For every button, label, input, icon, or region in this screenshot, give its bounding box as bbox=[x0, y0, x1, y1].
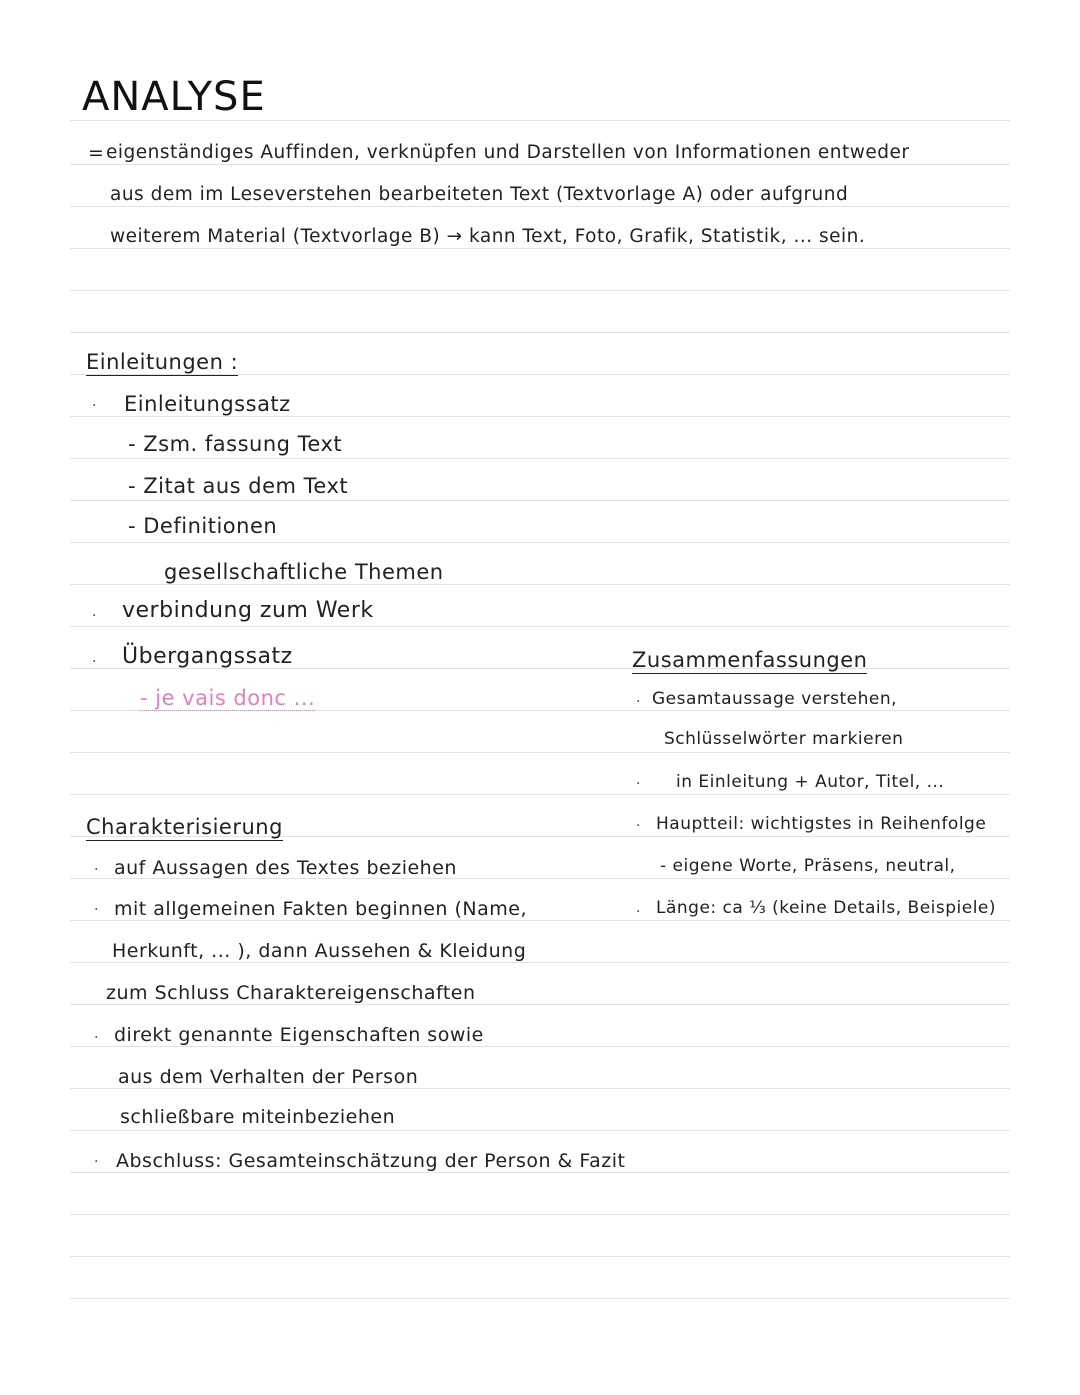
charakterisierung-line-7: schließbare miteinbeziehen bbox=[120, 1106, 396, 1128]
bullet-dot: · bbox=[92, 398, 97, 414]
einleitungen-heading-text: Einleitungen : bbox=[86, 350, 239, 374]
intro-line-2: aus dem im Leseverstehen bearbeiteten Text (Textvorlage A) oder aufgrund bbox=[110, 184, 849, 205]
charakterisierung-heading-text: Charakterisierung bbox=[86, 815, 283, 839]
ruled-line bbox=[70, 332, 1010, 333]
charakterisierung-line-8: Abschluss: Gesamteinschätzung der Person & Fazit bbox=[116, 1150, 626, 1172]
ruled-line bbox=[70, 458, 1010, 459]
ruled-line bbox=[70, 920, 1010, 921]
bullet-dot: · bbox=[94, 902, 99, 918]
zusammenfassungen-line-1: Gesamtaussage verstehen, bbox=[652, 689, 898, 709]
ruled-line bbox=[70, 1256, 1010, 1257]
charakterisierung-line-2: mit allgemeinen Fakten beginnen (Name, bbox=[114, 898, 528, 920]
charakterisierung-line-5: direkt genannte Eigenschaften sowie bbox=[114, 1024, 484, 1046]
ruled-line bbox=[70, 164, 1010, 165]
bullet-dot: · bbox=[92, 654, 97, 670]
ruled-line bbox=[70, 1046, 1010, 1047]
charakterisierung-line-6: aus dem Verhalten der Person bbox=[118, 1066, 419, 1088]
zitat-item: - Zitat aus dem Text bbox=[128, 474, 349, 498]
ruled-line bbox=[70, 794, 1010, 795]
einleitungssatz-item: Einleitungssatz bbox=[124, 392, 291, 416]
ruled-line bbox=[70, 1298, 1010, 1299]
zusammenfassungen-line-4: Hauptteil: wichtigstes in Reihenfolge bbox=[656, 814, 987, 834]
einleitungen-heading bbox=[86, 350, 238, 374]
zusammenfassungen-heading bbox=[632, 648, 867, 672]
bullet-dot: · bbox=[94, 862, 99, 878]
definitionen-item: - Definitionen bbox=[128, 514, 278, 538]
ruled-line bbox=[70, 584, 1010, 585]
ruled-line bbox=[70, 752, 1010, 753]
ruled-line bbox=[70, 248, 1010, 249]
ruled-line bbox=[70, 1004, 1010, 1005]
ruled-line bbox=[70, 206, 1010, 207]
intro-line-3: weiterem Material (Textvorlage B) → kann Text, Foto, Grafik, Statistik, ... sein. bbox=[110, 226, 866, 247]
ruled-line bbox=[70, 1088, 1010, 1089]
ruled-line bbox=[70, 542, 1010, 543]
charakterisierung-line-1: auf Aussagen des Textes beziehen bbox=[114, 857, 457, 879]
ruled-line bbox=[70, 1172, 1010, 1173]
charakterisierung-line-4: zum Schluss Charaktereigenschaften bbox=[106, 982, 476, 1004]
gesellschaftliche-themen-item: gesellschaftliche Themen bbox=[164, 560, 444, 584]
uebergangssatz-item: Übergangssatz bbox=[122, 644, 293, 669]
ruled-line bbox=[70, 962, 1010, 963]
zusammenfassungen-line-2: Schlüsselwörter markieren bbox=[664, 729, 904, 749]
charakterisierung-line-3: Herkunft, ... ), dann Aussehen & Kleidung bbox=[112, 940, 527, 962]
intro-line-1: eigenständiges Auffinden, verknüpfen und Darstellen von Informationen entweder bbox=[106, 142, 910, 163]
bullet-dot: · bbox=[636, 694, 641, 710]
bullet-dot: · bbox=[94, 1030, 99, 1046]
intro-marker: = bbox=[88, 142, 105, 164]
ruled-line bbox=[70, 416, 1010, 417]
zsm-fassung-item: - Zsm. fassung Text bbox=[128, 432, 343, 456]
charakterisierung-heading bbox=[86, 815, 283, 839]
bullet-dot: · bbox=[636, 818, 641, 834]
bullet-dot: · bbox=[636, 776, 641, 792]
zusammenfassungen-heading-text: Zusammenfassungen bbox=[632, 648, 868, 672]
zusammenfassungen-line-6: Länge: ca ⅓ (keine Details, Beispiele) bbox=[656, 898, 997, 918]
bullet-dot: · bbox=[92, 608, 97, 624]
pink-example-item bbox=[140, 686, 315, 710]
ruled-line bbox=[70, 1214, 1010, 1215]
page-title: ANALYSE bbox=[82, 74, 266, 120]
ruled-line bbox=[70, 120, 1010, 121]
zusammenfassungen-line-3: in Einleitung + Autor, Titel, ... bbox=[676, 772, 945, 792]
ruled-line bbox=[70, 626, 1010, 627]
ruled-line bbox=[70, 500, 1010, 501]
ruled-line bbox=[70, 290, 1010, 291]
zusammenfassungen-line-5: - eigene Worte, Präsens, neutral, bbox=[660, 856, 956, 876]
verbindung-item: verbindung zum Werk bbox=[122, 598, 374, 623]
bullet-dot: · bbox=[94, 1154, 99, 1170]
pink-example-text: - je vais donc ... bbox=[140, 686, 316, 710]
ruled-line bbox=[70, 1130, 1010, 1131]
bullet-dot: · bbox=[636, 904, 641, 920]
